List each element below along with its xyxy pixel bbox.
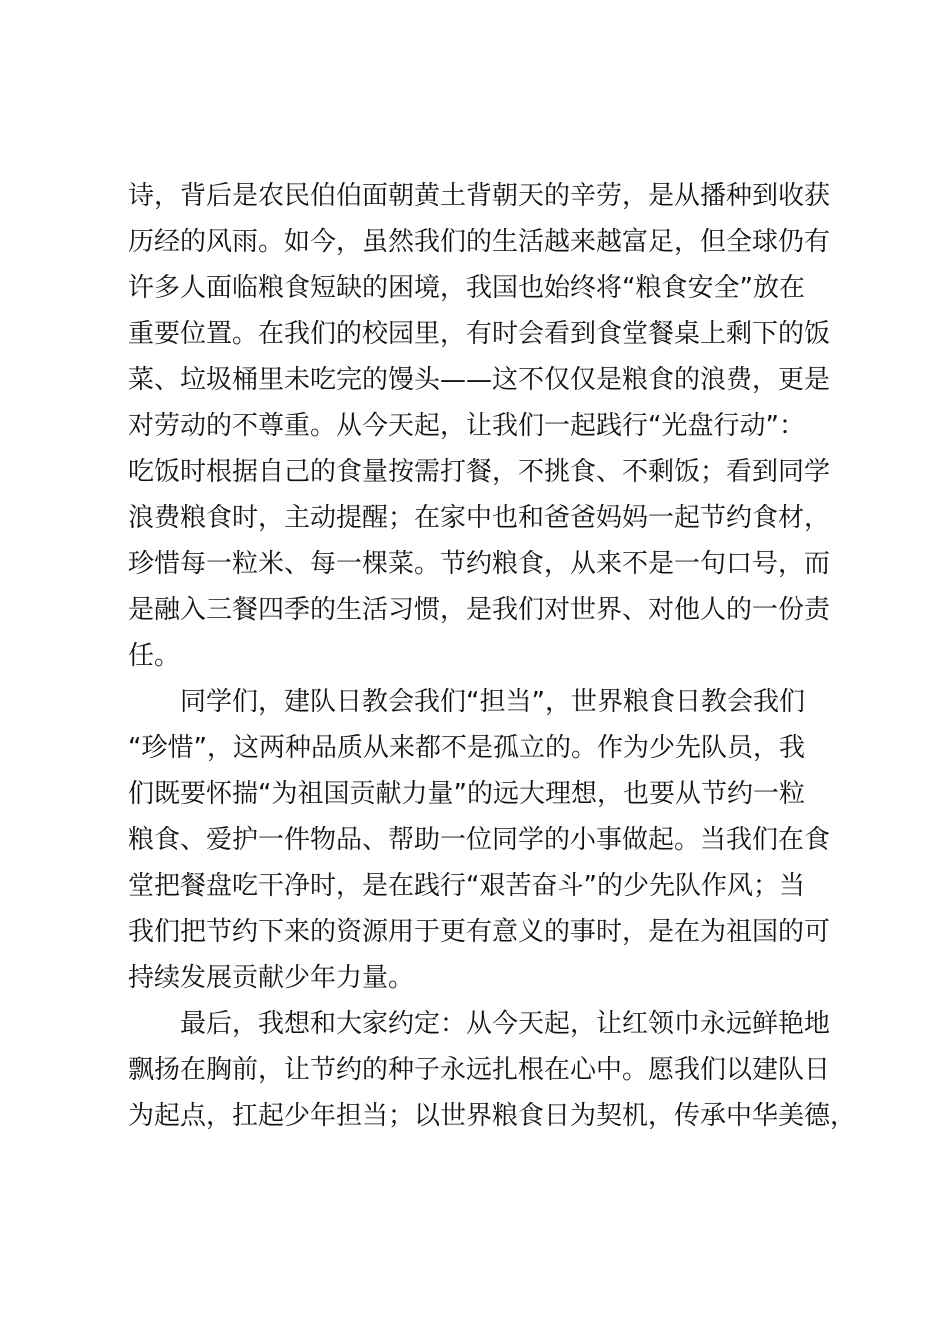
paragraph-3 bbox=[128, 1001, 857, 1139]
text-line: 粮食、爱护一件物品、帮助一位同学的小事做起。当我们在食 bbox=[128, 825, 831, 855]
text-line: 许多人面临粮食短缺的困境，我国也始终将“粮食安全”放在 bbox=[128, 273, 805, 303]
text-line: “珍惜”，这两种品质从来都不是孤立的。作为少先队员，我 bbox=[128, 733, 805, 763]
text-line: 们既要怀揣“为祖国贡献力量”的远大理想，也要从节约一粒 bbox=[128, 779, 805, 809]
text-line: 诗，背后是农民伯伯面朝黄土背朝天的辛劳，是从播种到收获 bbox=[128, 181, 831, 211]
body-text bbox=[128, 173, 857, 1139]
text-line: 吃饭时根据自己的食量按需打餐，不挑食、不剩饭；看到同学 bbox=[128, 457, 831, 487]
text-line: 是融入三餐四季的生活习惯，是我们对世界、对他人的一份责 bbox=[128, 595, 831, 625]
text-line: 持续发展贡献少年力量。 bbox=[128, 963, 415, 993]
text-line: 浪费粮食时，主动提醒；在家中也和爸爸妈妈一起节约食材， bbox=[128, 503, 831, 533]
text-line: 对劳动的不尊重。从今天起，让我们一起践行“光盘行动”： bbox=[128, 411, 805, 441]
text-line: 菜、垃圾桶里未吃完的馒头——这不仅仅是粮食的浪费，更是 bbox=[128, 365, 831, 395]
text-line: 堂把餐盘吃干净时，是在践行“艰苦奋斗”的少先队作风；当 bbox=[128, 871, 805, 901]
paragraph-1 bbox=[128, 173, 838, 679]
text-line: 重要位置。在我们的校园里，有时会看到食堂餐桌上剩下的饭 bbox=[128, 319, 831, 349]
text-line: 最后，我想和大家约定：从今天起，让红领巾永远鲜艳地 bbox=[128, 1009, 831, 1039]
text-line: 我们把节约下来的资源用于更有意义的事时，是在为祖国的可 bbox=[128, 917, 831, 947]
text-line: 任。 bbox=[128, 641, 181, 671]
text-line: 同学们，建队日教会我们“担当”，世界粮食日教会我们 bbox=[128, 687, 805, 717]
paragraph-2 bbox=[128, 679, 838, 1001]
text-line: 珍惜每一粒米、每一棵菜。节约粮食，从来不是一句口号，而 bbox=[128, 549, 831, 579]
text-line: 飘扬在胸前，让节约的种子永远扎根在心中。愿我们以建队日 bbox=[128, 1055, 831, 1085]
text-line: 历经的风雨。如今，虽然我们的生活越来越富足，但全球仍有 bbox=[128, 227, 831, 257]
text-line: 为起点，扛起少年担当；以世界粮食日为契机，传承中华美德， bbox=[128, 1101, 857, 1131]
